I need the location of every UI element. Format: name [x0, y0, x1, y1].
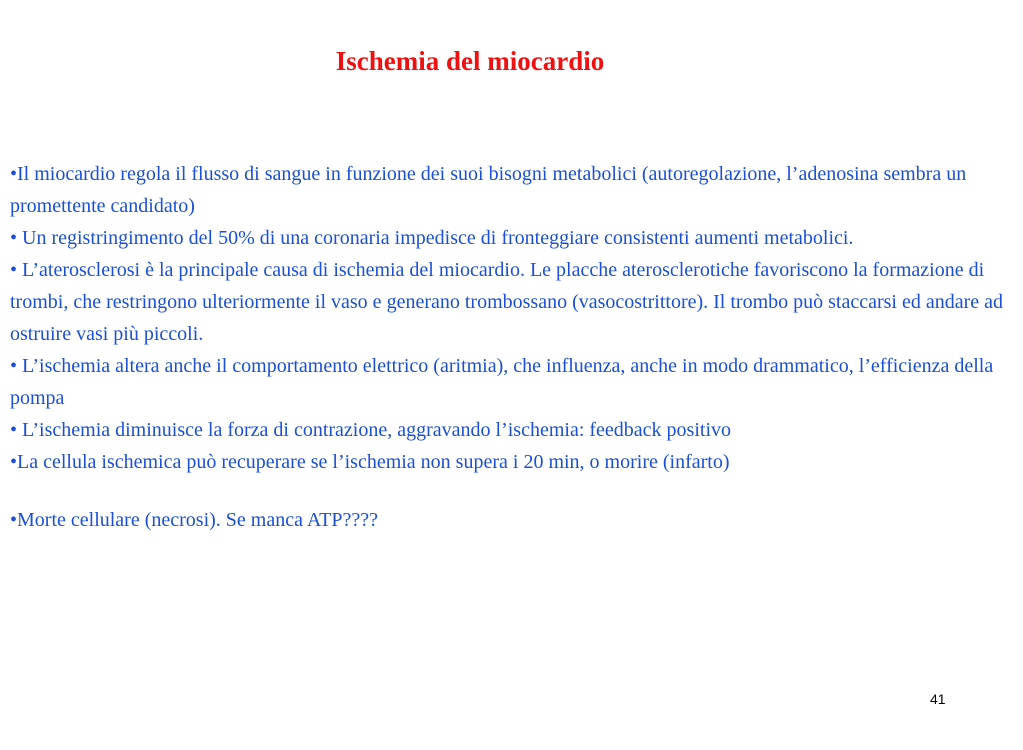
bullet-item: •La cellula ischemica può recuperare se l’ischemia non supera i 20 min, o morire (infarto): [10, 451, 730, 473]
page-number: 41: [930, 691, 946, 707]
bullet-item: • L’ischemia altera anche il comportamento elettrico (aritmia), che influenza, anche in modo drammatico, l’efficienza della pompa: [10, 355, 994, 409]
bullet-item: • L’aterosclerosi è la principale causa di ischemia del miocardio. Le placche aterosclerotiche favoriscono la formazione di trombi, che restringono ulteriormente il vaso e generano trombossano (vasocostrittore). Il trombo può staccarsi ed andare ad ostruire vasi più piccoli.: [10, 259, 1004, 345]
bullet-item: •Il miocardio regola il flusso di sangue in funzione dei suoi bisogni metabolici (autoregolazione, l’adenosina sembra un promettente candidato): [10, 163, 967, 217]
bullet-item: • Un registringimento del 50% di una coronaria impedisce di fronteggiare consistenti aumenti metabolici.: [10, 227, 854, 249]
bullet-item: • L’ischemia diminuisce la forza di contrazione, aggravando l’ischemia: feedback positivo: [10, 419, 732, 441]
bullet-item: •Morte cellulare (necrosi). Se manca ATP????: [10, 509, 378, 531]
slide-title: Ischemia del miocardio: [335, 46, 605, 76]
bullet-list: [10, 158, 1010, 536]
